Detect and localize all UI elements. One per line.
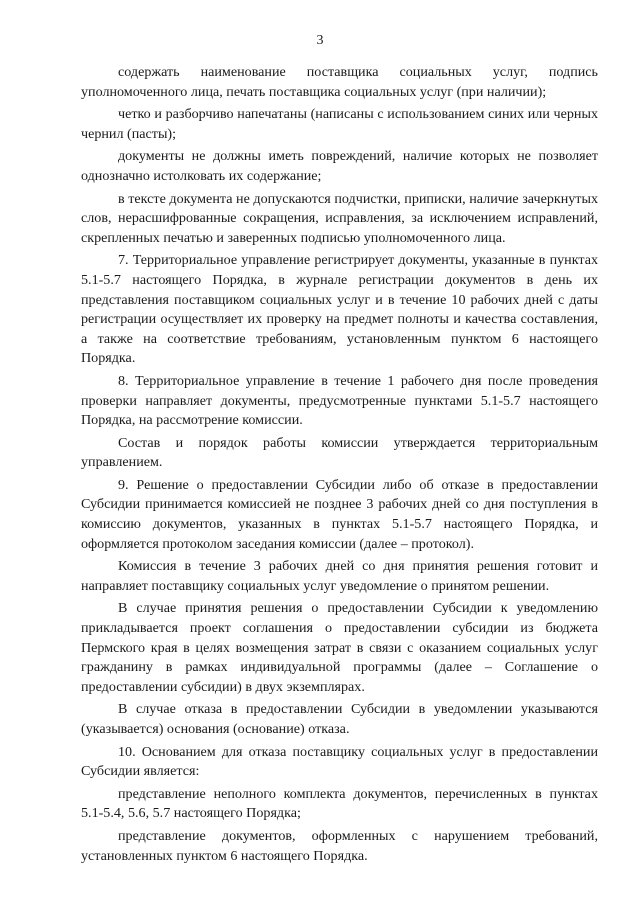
page-number: 3	[316, 33, 324, 48]
paragraph: Комиссия в течение 3 рабочих дней со дня принятия решения готовит и направляет поставщику социальных услуг уведомление о принятом решении.	[81, 558, 598, 594]
paragraph: В случае принятия решения о предоставлении Субсидии к уведомлению прикладывается проект соглашения о предоставлении субсидии из бюджета Пермского края в целях возмещения затрат в связи с оказанием социальных услуг гражданину в рамках индивидуальной программы (далее – Соглашение о предоставлении субсидии) в двух экземплярах.	[81, 600, 598, 695]
paragraph: четко и разборчиво напечатаны (написаны с использованием синих или черных чернил (пасты);	[81, 106, 598, 142]
paragraph: документы не должны иметь повреждений, наличие которых не позволяет однозначно истолковать их содержание;	[81, 148, 598, 184]
paragraph: представление неполного комплекта документов, перечисленных в пунктах 5.1-5.4, 5.6, 5.7 настоящего Порядка;	[81, 785, 598, 822]
paragraph: представление документов, оформленных с нарушением требований, установленных пунктом 6 настоящего Порядка.	[81, 827, 598, 864]
paragraph-item-10: 10. Основанием для отказа поставщику социальных услуг в предоставлении Субсидии является:	[81, 743, 598, 780]
paragraph-item-7: 7. Территориальное управление регистрирует документы, указанные в пунктах 5.1-5.7 настоящего Порядка, в журнале регистрации документов в день их представления поставщиком социальных услуг и в течение 10 рабочих дней с даты регистрации осуществляет их проверку на предмет полноты и качества составления, а также на соответствие требованиям, установленным пунктом 6 настоящего Порядка.	[81, 252, 598, 367]
paragraph: В случае отказа в предоставлении Субсидии в уведомлении указываются (указывается) основания (основание) отказа.	[81, 701, 598, 737]
paragraph: Состав и порядок работы комиссии утверждается территориальным управлением.	[81, 434, 598, 471]
document-body	[81, 63, 598, 869]
paragraph-item-9: 9. Решение о предоставлении Субсидии либо об отказе в предоставлении Субсидии принимается комиссией не позднее 3 рабочих дней со дня поступления в комиссию документов, указанных в пунктах 5.1-5.7 настоящего Порядка, и оформляется протоколом заседания комиссии (далее – протокол).	[81, 476, 598, 552]
paragraph-item-8: 8. Территориальное управление в течение 1 рабочего дня после проведения проверки направляет документы, предусмотренные пунктами 5.1-5.7 настоящего Порядка, на рассмотрение комиссии.	[81, 372, 598, 429]
paragraph: в тексте документа не допускаются подчистки, приписки, наличие зачеркнутых слов, нерасшифрованные сокращения, исправления, за исключением исправлений, скрепленных печатью и заверенных подписью уполномоченного лица.	[81, 190, 598, 246]
paragraph: содержать наименование поставщика социальных услуг, подпись уполномоченного лица, печать поставщика социальных услуг (при наличии);	[81, 64, 598, 100]
